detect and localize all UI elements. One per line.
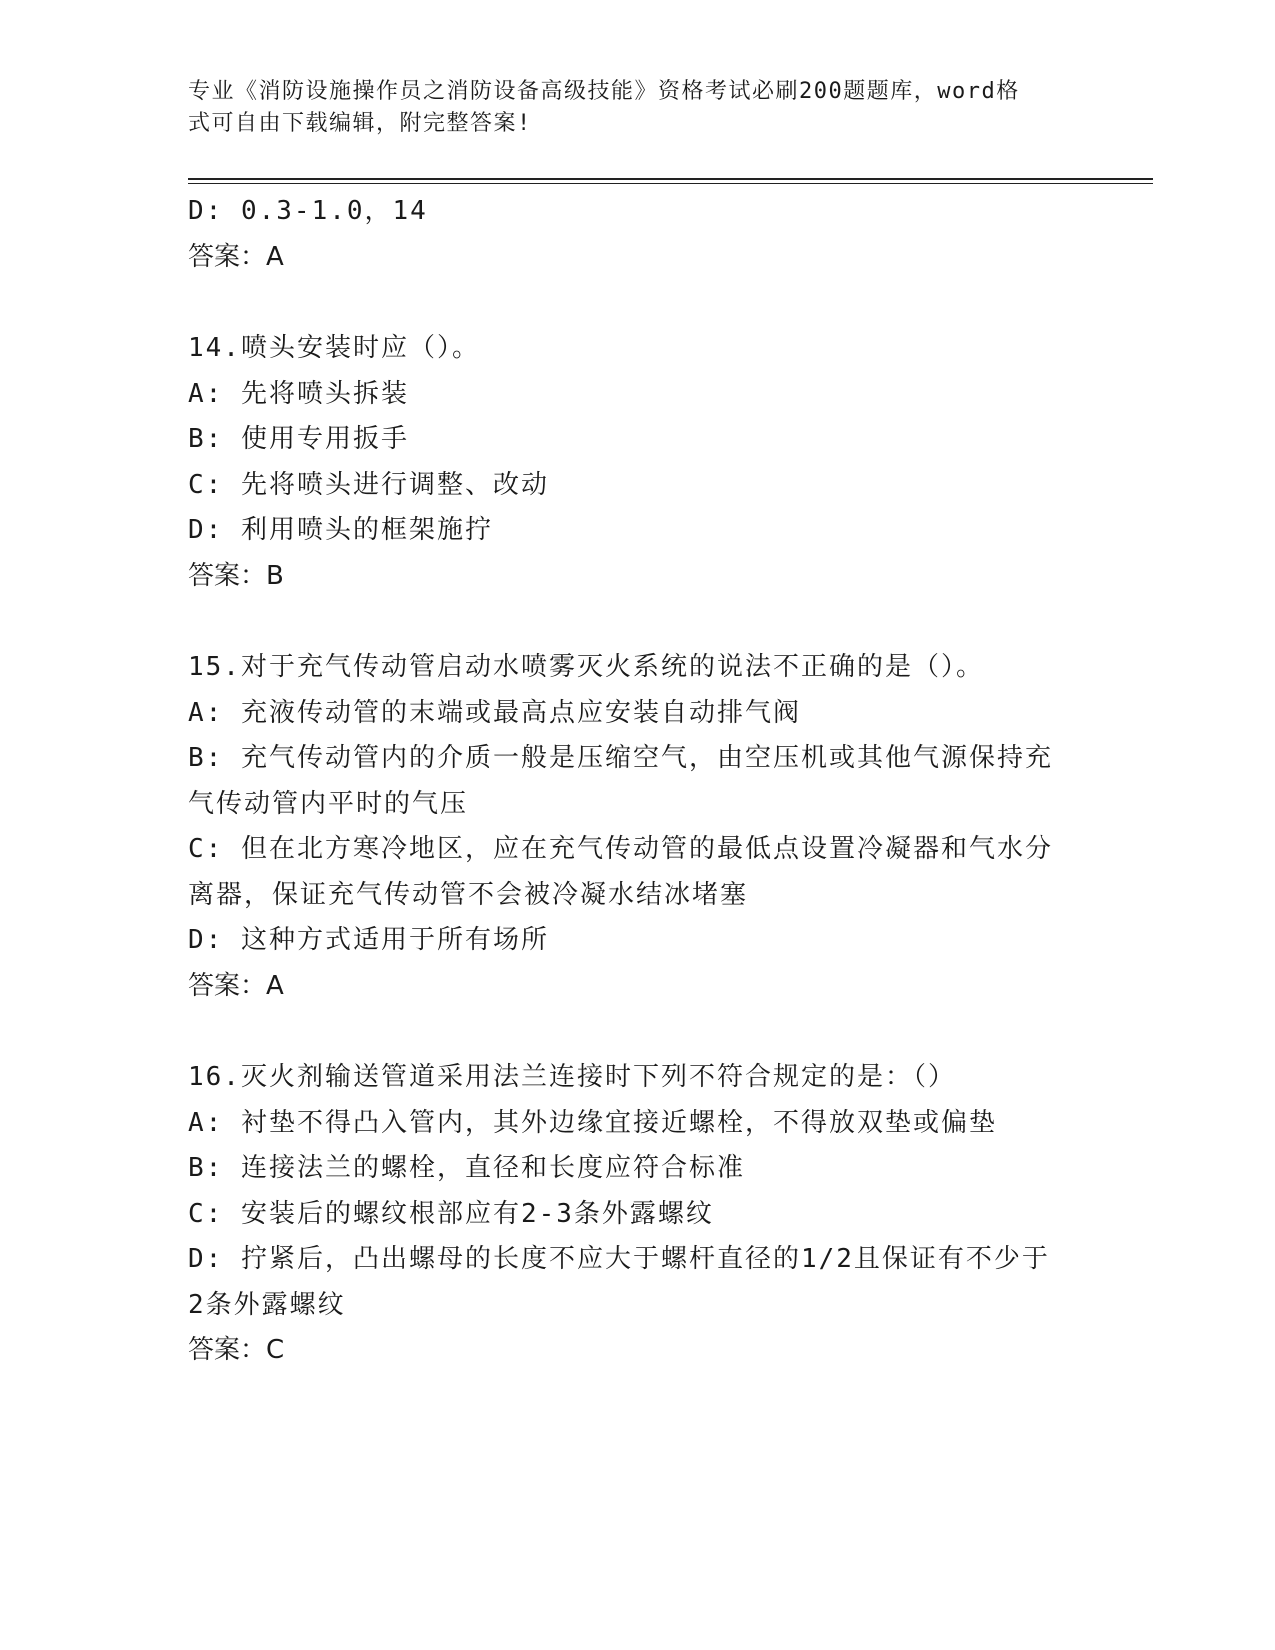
question-15-option-c-cont: 离器，保证充气传动管不会被冷凝水结冰堵塞 xyxy=(188,879,749,910)
question-14-answer: 答案：B xyxy=(188,560,284,591)
question-16-option-a: A: 衬垫不得凸入管内，其外边缘宜接近螺栓，不得放双垫或偏垫 xyxy=(188,1107,997,1138)
header-line-2: 式可自由下载编辑，附完整答案! xyxy=(188,111,532,136)
question-15-option-c: C: 但在北方寒冷地区，应在充气传动管的最低点设置冷凝器和气水分 xyxy=(188,834,1053,864)
header-line-1: 专业《消防设施操作员之消防设备高级技能》资格考试必刷200题题库，word格 xyxy=(188,79,1020,104)
question-16-option-c: C: 安装后的螺纹根部应有2-3条外露螺纹 xyxy=(188,1198,714,1229)
question-15-stem: 15.对于充气传动管启动水喷雾灭火系统的说法不正确的是（）。 xyxy=(188,652,984,682)
question-16-stem: 16.灭火剂输送管道采用法兰连接时下列不符合规定的是：（） xyxy=(188,1062,956,1092)
question-15-option-b: B: 充气传动管内的介质一般是压缩空气，由空压机或其他气源保持充 xyxy=(188,743,1053,773)
header-divider-thick xyxy=(188,178,1153,180)
question-16-option-d-cont: 2条外露螺纹 xyxy=(188,1289,346,1320)
spacer xyxy=(188,1009,1088,1055)
question-14-option-c: C: 先将喷头进行调整、改动 xyxy=(188,469,549,500)
question-16-option-b: B: 连接法兰的螺栓，直径和长度应符合标准 xyxy=(188,1153,745,1183)
question-14-stem: 14.喷头安装时应（）。 xyxy=(188,333,480,363)
question-list xyxy=(188,189,1088,1374)
question-15-option-d: D: 这种方式适用于所有场所 xyxy=(188,925,549,955)
spacer xyxy=(188,599,1088,645)
question-16-answer: 答案：C xyxy=(188,1335,285,1365)
question-15-option-a: A: 充液传动管的末端或最高点应安装自动排气阀 xyxy=(188,697,801,728)
prev-answer: 答案：A xyxy=(188,241,284,272)
question-14-option-d: D: 利用喷头的框架施拧 xyxy=(188,515,493,545)
document-header xyxy=(188,76,1068,140)
header-divider-thin xyxy=(188,183,1153,184)
question-15-answer: 答案：A xyxy=(188,970,284,1001)
question-14-option-a: A: 先将喷头拆装 xyxy=(188,378,409,409)
question-14-option-b: B: 使用专用扳手 xyxy=(188,424,409,454)
prev-option-d: D: 0.3-1.0，14 xyxy=(188,196,428,226)
question-16-option-d: D: 拧紧后，凸出螺母的长度不应大于螺杆直径的1/2且保证有不少于 xyxy=(188,1244,1050,1274)
question-15-option-b-cont: 气传动管内平时的气压 xyxy=(188,788,469,819)
spacer xyxy=(188,280,1088,326)
